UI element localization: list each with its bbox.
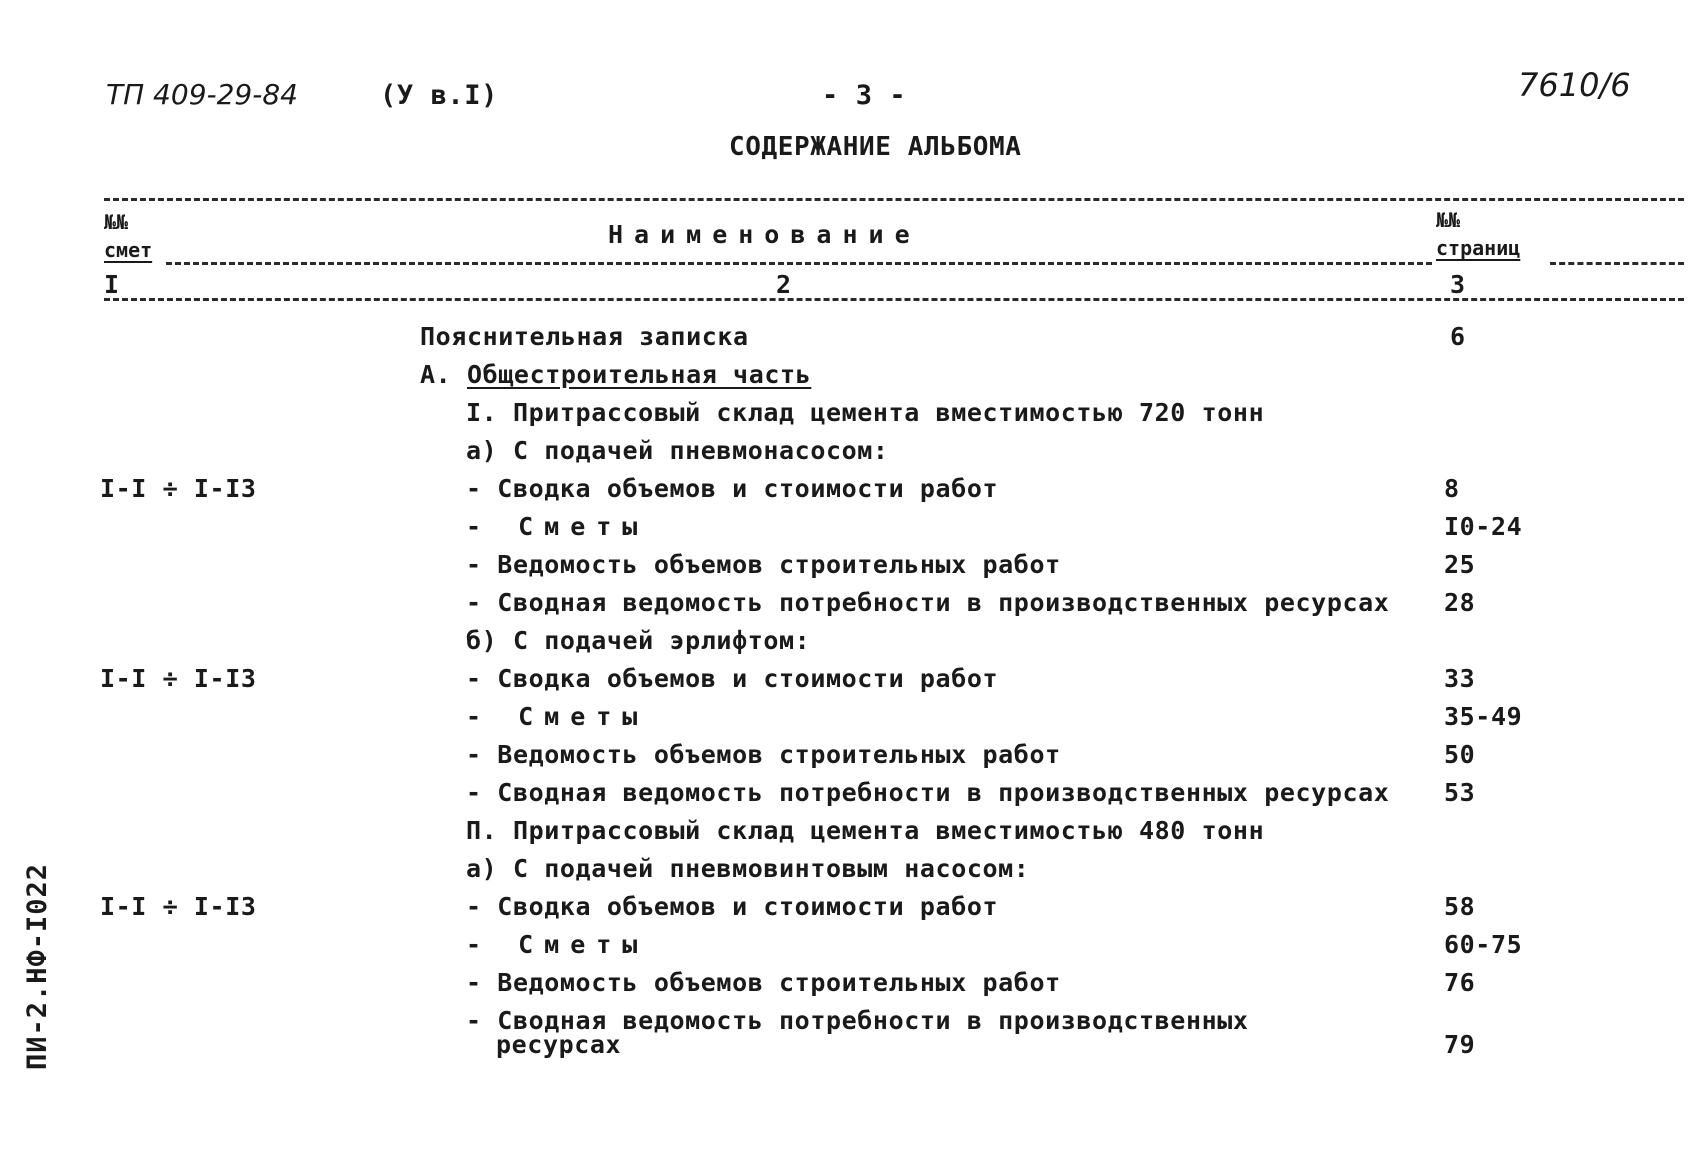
section-a-text: А. Общестроительная часть bbox=[420, 360, 812, 389]
subsection-2-heading: П. Притрассовый склад цемента вместимостью 480 тонн bbox=[466, 816, 1265, 845]
list-item: - Сводная ведомость потребности в производственных bbox=[466, 1006, 1249, 1035]
page-ref: 6 bbox=[1450, 322, 1466, 351]
list-item-continuation: ресурсах bbox=[496, 1030, 622, 1059]
header-bottom-rule bbox=[104, 298, 1684, 301]
estimate-range: I-I ÷ I-I3 bbox=[100, 664, 257, 693]
page-ref: I0-24 bbox=[1444, 512, 1523, 541]
column-number-1: I bbox=[104, 270, 120, 299]
variant-heading: б) С подачей эрлифтом: bbox=[466, 626, 811, 655]
section-a-heading bbox=[420, 360, 811, 389]
page-ref: 79 bbox=[1444, 1030, 1476, 1059]
page-number: - 3 - bbox=[822, 80, 907, 111]
column-number-3: 3 bbox=[1450, 270, 1466, 299]
list-item: - Сметы bbox=[466, 702, 649, 731]
estimate-range: I-I ÷ I-I3 bbox=[100, 474, 257, 503]
page-ref: 60-75 bbox=[1444, 930, 1523, 959]
list-item: - Ведомость объемов строительных работ bbox=[466, 550, 1061, 579]
page-ref: 53 bbox=[1444, 778, 1476, 807]
side-stamp: ПИ-2.НФ-I022 bbox=[22, 862, 53, 1070]
estimate-range: I-I ÷ I-I3 bbox=[100, 892, 257, 921]
list-item: - Ведомость объемов строительных работ bbox=[466, 968, 1061, 997]
page-ref: 33 bbox=[1444, 664, 1476, 693]
list-item: - Сводная ведомость потребности в производственных ресурсах bbox=[466, 778, 1390, 807]
variant-heading: а) С подачей пневмовинтовым насосом: bbox=[466, 854, 1030, 883]
list-item: - Сводка объемов и стоимости работ bbox=[466, 664, 999, 693]
archive-number: 7610/6 bbox=[1518, 66, 1631, 104]
page-ref: 76 bbox=[1444, 968, 1476, 997]
table-top-rule bbox=[104, 198, 1684, 201]
list-item: - Ведомость объемов строительных работ bbox=[466, 740, 1061, 769]
page-ref: 25 bbox=[1444, 550, 1476, 579]
column-pages-header: страниц bbox=[1436, 236, 1521, 260]
variant-heading: а) С подачей пневмонасосом: bbox=[466, 436, 889, 465]
list-item: - Сметы bbox=[466, 512, 649, 541]
list-item: - Сводка объемов и стоимости работ bbox=[466, 474, 999, 503]
page-ref: 8 bbox=[1444, 474, 1460, 503]
page-title: СОДЕРЖАНИЕ АЛЬБОМА bbox=[729, 132, 1022, 162]
header-mid-rule bbox=[166, 262, 1432, 265]
header-mid-rule-right bbox=[1550, 262, 1684, 265]
column-number-2: 2 bbox=[776, 270, 792, 299]
document-code: ТП 409-29-84 bbox=[106, 78, 298, 111]
column-pages-marker: №№ bbox=[1436, 208, 1461, 232]
page-ref: 58 bbox=[1444, 892, 1476, 921]
subsection-1-heading: I. Притрассовый склад цемента вместимостью 720 тонн bbox=[466, 398, 1265, 427]
page-ref: 50 bbox=[1444, 740, 1476, 769]
list-item: - Сводная ведомость потребности в производственных ресурсах bbox=[466, 588, 1390, 617]
volume-label: (У в.I) bbox=[380, 80, 498, 111]
column-estimates-marker: №№ bbox=[104, 210, 129, 234]
page-ref: 35-49 bbox=[1444, 702, 1523, 731]
list-item: - Сводка объемов и стоимости работ bbox=[466, 892, 999, 921]
list-item: Пояснительная записка bbox=[420, 322, 749, 351]
list-item: - Сметы bbox=[466, 930, 649, 959]
column-estimates-header: смет bbox=[104, 238, 153, 262]
page-ref: 28 bbox=[1444, 588, 1476, 617]
column-name-header: Наименование bbox=[608, 220, 921, 249]
